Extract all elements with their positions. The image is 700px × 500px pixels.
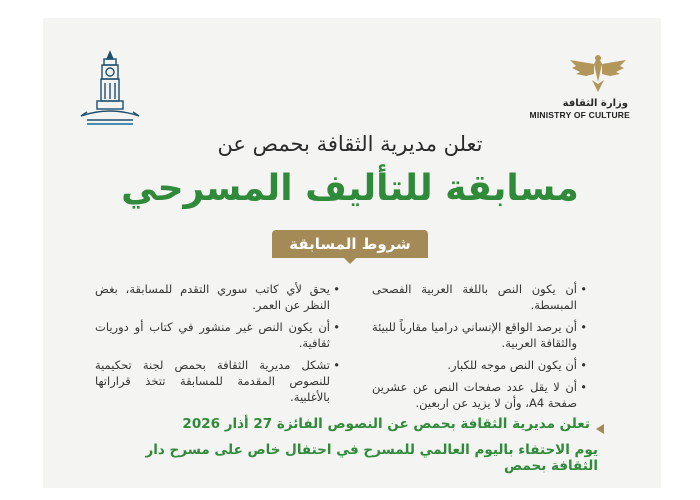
conditions-list-left xyxy=(95,281,340,411)
conditions-badge: شروط المسابقة xyxy=(272,230,428,258)
results-announcement: تعلن مديرية الثقافة بحمص عن النصوص الفائزة 27 أذار 2026 xyxy=(182,416,590,432)
tower-emblem-icon xyxy=(77,50,143,130)
competition-title: مسابقة للتأليف المسرحي xyxy=(121,168,579,209)
condition-item: • أن لا يقل عدد صفحات النص عن عشرين صفحة A4، وأن لا يزيد عن اربعين. xyxy=(372,379,587,411)
ministry-name-arabic: وزارة الثقافة xyxy=(562,98,628,109)
conditions-list-right xyxy=(372,281,587,417)
triangle-marker-icon xyxy=(596,424,604,434)
announcement-line: تعلن مديرية الثقافة بحمص عن xyxy=(217,132,483,156)
condition-item: • أن يرصد الواقع الإنساني دراميا مقارباً للبيئة والثقافة العربية. xyxy=(372,319,587,351)
condition-item: • يحق لأي كاتب سوري التقدم للمسابقة، بغض النظر عن العمر. xyxy=(95,281,340,313)
condition-item: • أن يكون النص موجه للكبار. xyxy=(372,357,587,373)
condition-item: • أن يكون النص باللغة العربية الفصحى المبسطة. xyxy=(372,281,587,313)
eagle-emblem-icon xyxy=(568,52,628,94)
condition-item: • تشكل مديرية الثقافة بحمص لجنة تحكيمية للنصوص المقدمة للمسابقة تتخذ قراراتها بالأغلبية. xyxy=(95,357,340,405)
celebration-note: يوم الاحتفاء باليوم العالمي للمسرح في احتفال خاص على مسرح دار الثقافة بحمص xyxy=(145,442,598,474)
ministry-name-english: MINISTRY OF CULTURE xyxy=(529,110,630,120)
condition-item: • أن يكون النص غير منشور في كتاب أو دوريات ثقافية. xyxy=(95,319,340,351)
conditions-badge-pointer xyxy=(343,257,357,264)
